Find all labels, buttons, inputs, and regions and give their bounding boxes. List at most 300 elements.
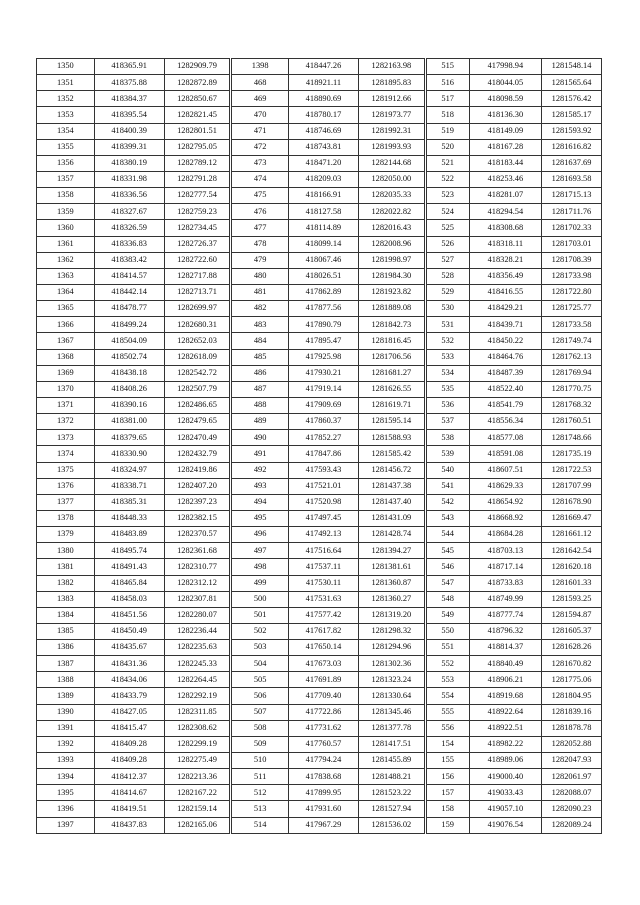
point-number-cell: 1363 — [37, 268, 95, 284]
y-coordinate-cell: 1281593.92 — [542, 123, 602, 139]
y-coordinate-cell: 1282507.79 — [164, 381, 231, 397]
y-coordinate-cell: 1282008.96 — [359, 236, 426, 252]
point-number-cell: 468 — [231, 75, 289, 91]
y-coordinate-cell: 1282144.68 — [359, 155, 426, 171]
x-coordinate-cell: 419057.10 — [469, 801, 541, 817]
point-number-cell: 1397 — [37, 817, 95, 833]
x-coordinate-cell: 418448.33 — [94, 510, 164, 526]
point-number-cell: 534 — [425, 365, 469, 381]
x-coordinate-cell: 418433.79 — [94, 688, 164, 704]
y-coordinate-cell: 1281733.58 — [542, 317, 602, 333]
point-number-cell: 543 — [425, 510, 469, 526]
point-number-cell: 556 — [425, 720, 469, 736]
point-number-cell: 522 — [425, 171, 469, 187]
x-coordinate-cell: 418384.37 — [94, 91, 164, 107]
x-coordinate-cell: 418253.46 — [469, 171, 541, 187]
point-number-cell: 529 — [425, 284, 469, 300]
x-coordinate-cell: 418400.39 — [94, 123, 164, 139]
x-coordinate-cell: 417521.01 — [288, 478, 358, 494]
table-row — [37, 607, 602, 623]
y-coordinate-cell: 1281595.14 — [359, 414, 426, 430]
y-coordinate-cell: 1281839.16 — [542, 704, 602, 720]
y-coordinate-cell: 1281842.73 — [359, 317, 426, 333]
point-number-cell: 495 — [231, 510, 289, 526]
point-number-cell: 475 — [231, 188, 289, 204]
point-number-cell: 489 — [231, 414, 289, 430]
y-coordinate-cell: 1281619.71 — [359, 397, 426, 413]
x-coordinate-cell: 418629.33 — [469, 478, 541, 494]
point-number-cell: 528 — [425, 268, 469, 284]
y-coordinate-cell: 1282397.23 — [164, 494, 231, 510]
x-coordinate-cell: 418556.34 — [469, 414, 541, 430]
point-number-cell: 470 — [231, 107, 289, 123]
x-coordinate-cell: 418099.14 — [288, 236, 358, 252]
x-coordinate-cell: 418982.22 — [469, 736, 541, 752]
point-number-cell: 504 — [231, 656, 289, 672]
x-coordinate-cell: 417492.13 — [288, 527, 358, 543]
coordinate-table — [36, 58, 602, 834]
x-coordinate-cell: 418487.39 — [469, 365, 541, 381]
y-coordinate-cell: 1281804.95 — [542, 688, 602, 704]
table-row — [37, 527, 602, 543]
table-row — [37, 188, 602, 204]
point-number-cell: 1376 — [37, 478, 95, 494]
table-row — [37, 317, 602, 333]
point-number-cell: 1366 — [37, 317, 95, 333]
point-number-cell: 555 — [425, 704, 469, 720]
x-coordinate-cell: 418416.55 — [469, 284, 541, 300]
x-coordinate-cell: 418890.69 — [288, 91, 358, 107]
x-coordinate-cell: 417860.37 — [288, 414, 358, 430]
x-coordinate-cell: 418922.51 — [469, 720, 541, 736]
point-number-cell: 493 — [231, 478, 289, 494]
point-number-cell: 525 — [425, 220, 469, 236]
point-number-cell: 510 — [231, 753, 289, 769]
x-coordinate-cell: 418395.54 — [94, 107, 164, 123]
x-coordinate-cell: 418437.83 — [94, 817, 164, 833]
table-row — [37, 107, 602, 123]
y-coordinate-cell: 1281302.36 — [359, 656, 426, 672]
point-number-cell: 484 — [231, 333, 289, 349]
point-number-cell: 549 — [425, 607, 469, 623]
x-coordinate-cell: 418281.07 — [469, 188, 541, 204]
y-coordinate-cell: 1281616.82 — [542, 139, 602, 155]
x-coordinate-cell: 418318.11 — [469, 236, 541, 252]
point-number-cell: 1379 — [37, 527, 95, 543]
table-row — [37, 446, 602, 462]
point-number-cell: 540 — [425, 462, 469, 478]
y-coordinate-cell: 1281733.98 — [542, 268, 602, 284]
point-number-cell: 521 — [425, 155, 469, 171]
point-number-cell: 1355 — [37, 139, 95, 155]
point-number-cell: 1386 — [37, 640, 95, 656]
y-coordinate-cell: 1282791.28 — [164, 171, 231, 187]
x-coordinate-cell: 418450.22 — [469, 333, 541, 349]
y-coordinate-cell: 1282734.45 — [164, 220, 231, 236]
y-coordinate-cell: 1282292.19 — [164, 688, 231, 704]
x-coordinate-cell: 418906.21 — [469, 672, 541, 688]
x-coordinate-cell: 418438.18 — [94, 365, 164, 381]
y-coordinate-cell: 1281628.26 — [542, 640, 602, 656]
y-coordinate-cell: 1281760.51 — [542, 414, 602, 430]
table-row — [37, 736, 602, 752]
x-coordinate-cell: 418414.67 — [94, 785, 164, 801]
point-number-cell: 1368 — [37, 349, 95, 365]
y-coordinate-cell: 1282089.24 — [542, 817, 602, 833]
y-coordinate-cell: 1282280.07 — [164, 607, 231, 623]
y-coordinate-cell: 1282850.67 — [164, 91, 231, 107]
x-coordinate-cell: 418703.13 — [469, 543, 541, 559]
y-coordinate-cell: 1281428.74 — [359, 527, 426, 543]
y-coordinate-cell: 1282159.14 — [164, 801, 231, 817]
x-coordinate-cell: 418067.46 — [288, 252, 358, 268]
y-coordinate-cell: 1282165.06 — [164, 817, 231, 833]
point-number-cell: 1380 — [37, 543, 95, 559]
y-coordinate-cell: 1282680.31 — [164, 317, 231, 333]
point-number-cell: 550 — [425, 623, 469, 639]
y-coordinate-cell: 1282016.43 — [359, 220, 426, 236]
y-coordinate-cell: 1282308.62 — [164, 720, 231, 736]
x-coordinate-cell: 418435.67 — [94, 640, 164, 656]
x-coordinate-cell: 418465.84 — [94, 575, 164, 591]
point-number-cell: 516 — [425, 75, 469, 91]
table-row — [37, 349, 602, 365]
x-coordinate-cell: 418365.91 — [94, 59, 164, 75]
point-number-cell: 1374 — [37, 446, 95, 462]
table-row — [37, 704, 602, 720]
x-coordinate-cell: 418408.26 — [94, 381, 164, 397]
y-coordinate-cell: 1281626.55 — [359, 381, 426, 397]
x-coordinate-cell: 417847.86 — [288, 446, 358, 462]
x-coordinate-cell: 418399.31 — [94, 139, 164, 155]
x-coordinate-cell: 418814.37 — [469, 640, 541, 656]
y-coordinate-cell: 1282789.12 — [164, 155, 231, 171]
y-coordinate-cell: 1281769.94 — [542, 365, 602, 381]
y-coordinate-cell: 1282213.36 — [164, 769, 231, 785]
x-coordinate-cell: 417516.64 — [288, 543, 358, 559]
x-coordinate-cell: 418777.74 — [469, 607, 541, 623]
x-coordinate-cell: 417530.11 — [288, 575, 358, 591]
x-coordinate-cell: 417909.69 — [288, 397, 358, 413]
point-number-cell: 1356 — [37, 155, 95, 171]
x-coordinate-cell: 417709.40 — [288, 688, 358, 704]
point-number-cell: 1359 — [37, 204, 95, 220]
y-coordinate-cell: 1281417.51 — [359, 736, 426, 752]
y-coordinate-cell: 1281294.96 — [359, 640, 426, 656]
y-coordinate-cell: 1281360.27 — [359, 591, 426, 607]
x-coordinate-cell: 418442.14 — [94, 284, 164, 300]
point-number-cell: 533 — [425, 349, 469, 365]
y-coordinate-cell: 1281642.54 — [542, 543, 602, 559]
y-coordinate-cell: 1281749.74 — [542, 333, 602, 349]
point-number-cell: 1377 — [37, 494, 95, 510]
point-number-cell: 1351 — [37, 75, 95, 91]
x-coordinate-cell: 418989.06 — [469, 753, 541, 769]
point-number-cell: 544 — [425, 527, 469, 543]
x-coordinate-cell: 418375.88 — [94, 75, 164, 91]
x-coordinate-cell: 418409.28 — [94, 753, 164, 769]
point-number-cell: 1394 — [37, 769, 95, 785]
point-number-cell: 1389 — [37, 688, 95, 704]
y-coordinate-cell: 1282726.37 — [164, 236, 231, 252]
table-row — [37, 769, 602, 785]
point-number-cell: 538 — [425, 430, 469, 446]
point-number-cell: 1367 — [37, 333, 95, 349]
x-coordinate-cell: 418328.21 — [469, 252, 541, 268]
x-coordinate-cell: 418429.21 — [469, 301, 541, 317]
x-coordinate-cell: 418502.74 — [94, 349, 164, 365]
point-number-cell: 1357 — [37, 171, 95, 187]
point-number-cell: 518 — [425, 107, 469, 123]
y-coordinate-cell: 1282035.33 — [359, 188, 426, 204]
point-number-cell: 499 — [231, 575, 289, 591]
y-coordinate-cell: 1281588.93 — [359, 430, 426, 446]
table-row — [37, 623, 602, 639]
x-coordinate-cell: 417852.27 — [288, 430, 358, 446]
table-row — [37, 204, 602, 220]
table-row — [37, 656, 602, 672]
y-coordinate-cell: 1281706.56 — [359, 349, 426, 365]
point-number-cell: 1398 — [231, 59, 289, 75]
table-row — [37, 91, 602, 107]
y-coordinate-cell: 1281536.02 — [359, 817, 426, 833]
point-number-cell: 1373 — [37, 430, 95, 446]
point-number-cell: 1388 — [37, 672, 95, 688]
y-coordinate-cell: 1281722.53 — [542, 462, 602, 478]
x-coordinate-cell: 418327.67 — [94, 204, 164, 220]
y-coordinate-cell: 1282470.49 — [164, 430, 231, 446]
y-coordinate-cell: 1281762.13 — [542, 349, 602, 365]
table-row — [37, 171, 602, 187]
y-coordinate-cell: 1282432.79 — [164, 446, 231, 462]
point-number-cell: 469 — [231, 91, 289, 107]
point-number-cell: 1350 — [37, 59, 95, 75]
point-number-cell: 541 — [425, 478, 469, 494]
point-number-cell: 1392 — [37, 736, 95, 752]
x-coordinate-cell: 417931.60 — [288, 801, 358, 817]
y-coordinate-cell: 1281381.61 — [359, 559, 426, 575]
x-coordinate-cell: 418921.11 — [288, 75, 358, 91]
point-number-cell: 155 — [425, 753, 469, 769]
y-coordinate-cell: 1281319.20 — [359, 607, 426, 623]
y-coordinate-cell: 1281437.38 — [359, 478, 426, 494]
point-number-cell: 478 — [231, 236, 289, 252]
table-row — [37, 559, 602, 575]
point-number-cell: 1391 — [37, 720, 95, 736]
x-coordinate-cell: 418919.68 — [469, 688, 541, 704]
table-row — [37, 543, 602, 559]
x-coordinate-cell: 418330.90 — [94, 446, 164, 462]
x-coordinate-cell: 418499.24 — [94, 317, 164, 333]
x-coordinate-cell: 417838.68 — [288, 769, 358, 785]
x-coordinate-cell: 418684.28 — [469, 527, 541, 543]
x-coordinate-cell: 417497.45 — [288, 510, 358, 526]
y-coordinate-cell: 1282299.19 — [164, 736, 231, 752]
x-coordinate-cell: 418294.54 — [469, 204, 541, 220]
x-coordinate-cell: 419076.54 — [469, 817, 541, 833]
table-row — [37, 333, 602, 349]
x-coordinate-cell: 418447.26 — [288, 59, 358, 75]
x-coordinate-cell: 417520.98 — [288, 494, 358, 510]
x-coordinate-cell: 418414.57 — [94, 268, 164, 284]
point-number-cell: 1393 — [37, 753, 95, 769]
y-coordinate-cell: 1282801.51 — [164, 123, 231, 139]
x-coordinate-cell: 418541.79 — [469, 397, 541, 413]
x-coordinate-cell: 418209.03 — [288, 171, 358, 187]
y-coordinate-cell: 1281702.33 — [542, 220, 602, 236]
x-coordinate-cell: 418483.89 — [94, 527, 164, 543]
table-row — [37, 575, 602, 591]
y-coordinate-cell: 1281722.80 — [542, 284, 602, 300]
point-number-cell: 554 — [425, 688, 469, 704]
point-number-cell: 548 — [425, 591, 469, 607]
y-coordinate-cell: 1282479.65 — [164, 414, 231, 430]
point-number-cell: 509 — [231, 736, 289, 752]
y-coordinate-cell: 1281323.24 — [359, 672, 426, 688]
x-coordinate-cell: 417899.95 — [288, 785, 358, 801]
table-row — [37, 753, 602, 769]
table-row — [37, 75, 602, 91]
table-row — [37, 478, 602, 494]
y-coordinate-cell: 1281431.09 — [359, 510, 426, 526]
point-number-cell: 486 — [231, 365, 289, 381]
table-row — [37, 268, 602, 284]
point-number-cell: 1364 — [37, 284, 95, 300]
table-row — [37, 801, 602, 817]
point-number-cell: 539 — [425, 446, 469, 462]
table-row — [37, 817, 602, 833]
x-coordinate-cell: 418336.56 — [94, 188, 164, 204]
table-row — [37, 155, 602, 171]
table-row — [37, 688, 602, 704]
point-number-cell: 472 — [231, 139, 289, 155]
table-row — [37, 301, 602, 317]
point-number-cell: 477 — [231, 220, 289, 236]
point-number-cell: 1353 — [37, 107, 95, 123]
x-coordinate-cell: 418522.40 — [469, 381, 541, 397]
table-row — [37, 59, 602, 75]
y-coordinate-cell: 1281708.39 — [542, 252, 602, 268]
x-coordinate-cell: 418780.17 — [288, 107, 358, 123]
x-coordinate-cell: 418331.98 — [94, 171, 164, 187]
y-coordinate-cell: 1281637.69 — [542, 155, 602, 171]
x-coordinate-cell: 418478.77 — [94, 301, 164, 317]
point-number-cell: 471 — [231, 123, 289, 139]
x-coordinate-cell: 418491.43 — [94, 559, 164, 575]
x-coordinate-cell: 417617.82 — [288, 623, 358, 639]
point-number-cell: 1375 — [37, 462, 95, 478]
point-number-cell: 1352 — [37, 91, 95, 107]
y-coordinate-cell: 1281437.40 — [359, 494, 426, 510]
point-number-cell: 526 — [425, 236, 469, 252]
point-number-cell: 553 — [425, 672, 469, 688]
y-coordinate-cell: 1281523.22 — [359, 785, 426, 801]
table-row — [37, 365, 602, 381]
y-coordinate-cell: 1282370.57 — [164, 527, 231, 543]
point-number-cell: 494 — [231, 494, 289, 510]
x-coordinate-cell: 418577.08 — [469, 430, 541, 446]
point-number-cell: 488 — [231, 397, 289, 413]
x-coordinate-cell: 418136.30 — [469, 107, 541, 123]
x-coordinate-cell: 417967.29 — [288, 817, 358, 833]
y-coordinate-cell: 1282312.12 — [164, 575, 231, 591]
y-coordinate-cell: 1281548.14 — [542, 59, 602, 75]
point-number-cell: 1371 — [37, 397, 95, 413]
table-row — [37, 220, 602, 236]
point-number-cell: 512 — [231, 785, 289, 801]
x-coordinate-cell: 418427.05 — [94, 704, 164, 720]
point-number-cell: 1362 — [37, 252, 95, 268]
point-number-cell: 547 — [425, 575, 469, 591]
y-coordinate-cell: 1282061.97 — [542, 769, 602, 785]
point-number-cell: 487 — [231, 381, 289, 397]
y-coordinate-cell: 1281878.78 — [542, 720, 602, 736]
point-number-cell: 546 — [425, 559, 469, 575]
x-coordinate-cell: 417760.57 — [288, 736, 358, 752]
y-coordinate-cell: 1282235.63 — [164, 640, 231, 656]
y-coordinate-cell: 1282652.03 — [164, 333, 231, 349]
point-number-cell: 1378 — [37, 510, 95, 526]
y-coordinate-cell: 1282088.07 — [542, 785, 602, 801]
y-coordinate-cell: 1282872.89 — [164, 75, 231, 91]
y-coordinate-cell: 1281816.45 — [359, 333, 426, 349]
x-coordinate-cell: 418922.64 — [469, 704, 541, 720]
point-number-cell: 158 — [425, 801, 469, 817]
x-coordinate-cell: 418026.51 — [288, 268, 358, 284]
x-coordinate-cell: 419000.40 — [469, 769, 541, 785]
y-coordinate-cell: 1281488.21 — [359, 769, 426, 785]
y-coordinate-cell: 1281670.82 — [542, 656, 602, 672]
y-coordinate-cell: 1281585.17 — [542, 107, 602, 123]
y-coordinate-cell: 1281605.37 — [542, 623, 602, 639]
table-row — [37, 591, 602, 607]
x-coordinate-cell: 418743.81 — [288, 139, 358, 155]
x-coordinate-cell: 417890.79 — [288, 317, 358, 333]
table-row — [37, 236, 602, 252]
point-number-cell: 536 — [425, 397, 469, 413]
y-coordinate-cell: 1282307.81 — [164, 591, 231, 607]
table-body — [37, 59, 602, 834]
point-number-cell: 485 — [231, 349, 289, 365]
x-coordinate-cell: 418308.68 — [469, 220, 541, 236]
y-coordinate-cell: 1282618.09 — [164, 349, 231, 365]
point-number-cell: 506 — [231, 688, 289, 704]
table-row — [37, 414, 602, 430]
y-coordinate-cell: 1281345.46 — [359, 704, 426, 720]
point-number-cell: 1354 — [37, 123, 95, 139]
y-coordinate-cell: 1281678.90 — [542, 494, 602, 510]
x-coordinate-cell: 418044.05 — [469, 75, 541, 91]
point-number-cell: 480 — [231, 268, 289, 284]
point-number-cell: 1387 — [37, 656, 95, 672]
x-coordinate-cell: 418166.91 — [288, 188, 358, 204]
y-coordinate-cell: 1281693.58 — [542, 171, 602, 187]
point-number-cell: 552 — [425, 656, 469, 672]
table-row — [37, 640, 602, 656]
x-coordinate-cell: 417895.47 — [288, 333, 358, 349]
y-coordinate-cell: 1282699.97 — [164, 301, 231, 317]
point-number-cell: 1383 — [37, 591, 95, 607]
x-coordinate-cell: 418409.28 — [94, 736, 164, 752]
y-coordinate-cell: 1282717.88 — [164, 268, 231, 284]
x-coordinate-cell: 418336.83 — [94, 236, 164, 252]
x-coordinate-cell: 418749.99 — [469, 591, 541, 607]
y-coordinate-cell: 1281527.94 — [359, 801, 426, 817]
x-coordinate-cell: 417919.14 — [288, 381, 358, 397]
point-number-cell: 1372 — [37, 414, 95, 430]
point-number-cell: 503 — [231, 640, 289, 656]
y-coordinate-cell: 1281703.01 — [542, 236, 602, 252]
